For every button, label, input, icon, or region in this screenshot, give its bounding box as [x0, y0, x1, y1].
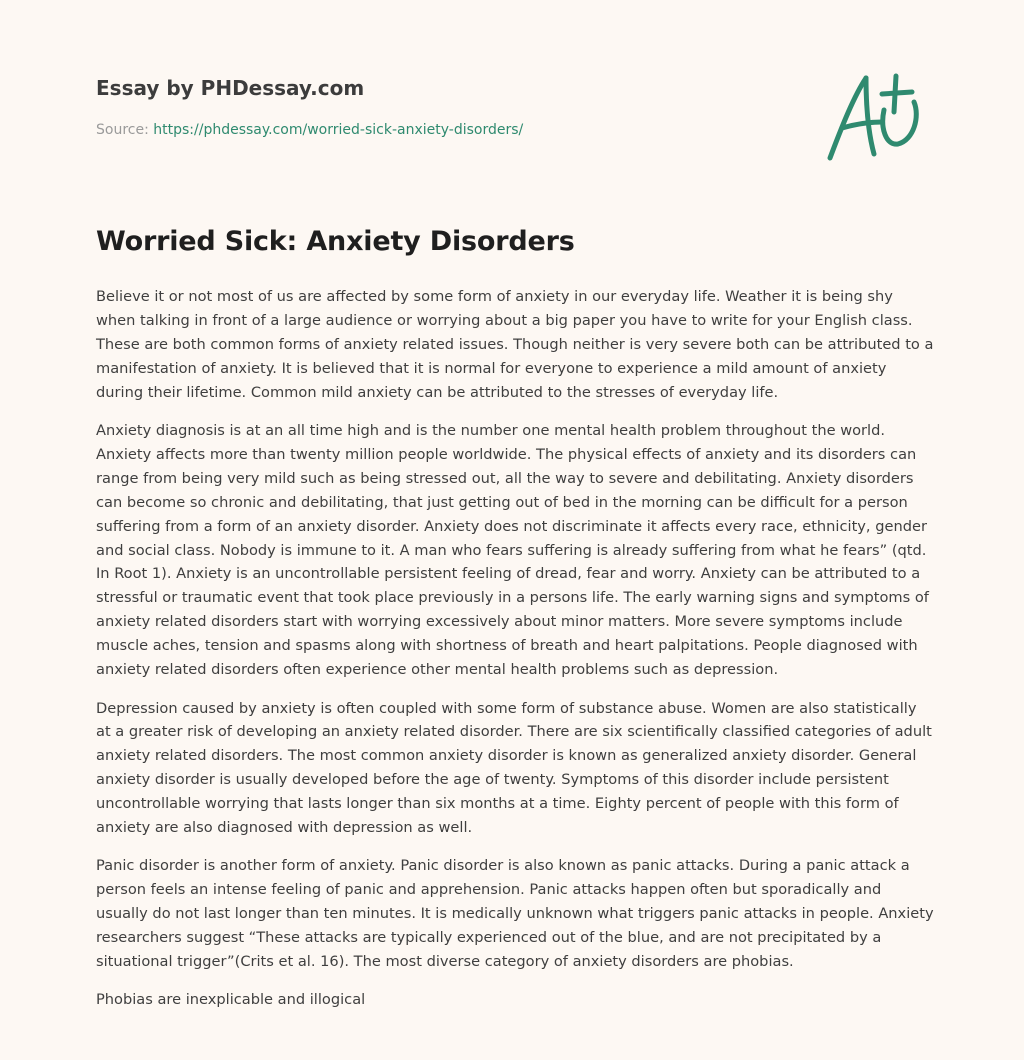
site-brand: Essay by PHDessay.com [96, 76, 365, 100]
a-plus-logo-icon [822, 66, 932, 166]
essay-title: Worried Sick: Anxiety Disorders [96, 226, 575, 257]
essay-body [96, 285, 934, 1027]
page-header [96, 76, 523, 138]
essay-paragraph: Anxiety diagnosis is at an all time high and is the number one mental health problem throughout the world. Anxiety affects more than twenty million people worldwide. The physical effects of anxiety and its disorders can range from being very mild such as being stressed out, all the way to severe and debilitating. Anxiety disorders can become so chronic and debilitating, that just getting out of bed in the morning can be difficult for a person suffering from a form of an anxiety disorder. Anxiety does not discriminate it affects every race, ethnicity, gender and social class. Nobody is immune to it. A man who fears suffering is already suffering from what he fears” (qtd. In Root 1). Anxiety is an uncontrollable persistent feeling of dread, fear and worry. Anxiety can be attributed to a stressful or traumatic event that took place previously in a persons life. The early warning signs and symptoms of anxiety related disorders start with worrying excessively about minor matters. More severe symptoms include muscle aches, tension and spasms along with shortness of breath and heart palpitations. People diagnosed with anxiety related disorders often experience other mental health problems such as depression. [96, 422, 929, 679]
source-link[interactable]: https://phdessay.com/worried-sick-anxiety-disorders/ [153, 122, 524, 138]
essay-paragraph: Phobias are inexplicable and illogical [96, 991, 366, 1009]
source-label: Source: [96, 122, 149, 138]
essay-paragraph: Believe it or not most of us are affected by some form of anxiety in our everyday life. Weather it is being shy when talking in front of a large audience or worrying about a big paper you have to write for your English class. These are both common forms of anxiety related issues. Though neither is very severe both can be attributed to a manifestation of anxiety. It is believed that it is normal for everyone to experience a mild amount of anxiety during their lifetime. Common mild anxiety can be attributed to the stresses of everyday life. [96, 288, 934, 401]
essay-paragraph: Depression caused by anxiety is often coupled with some form of substance abuse. Women are also statistically at a greater risk of developing an anxiety related disorder. There are six scientifically classified categories of adult anxiety related disorders. The most common anxiety disorder is known as generalized anxiety disorder. General anxiety disorder is usually developed before the age of twenty. Symptoms of this disorder include persistent uncontrollable worrying that lasts longer than six months at a time. Eighty percent of people with this form of anxiety are also diagnosed with depression as well. [96, 699, 932, 837]
source-line [96, 122, 523, 138]
essay-paragraph: Panic disorder is another form of anxiety. Panic disorder is also known as panic attacks. During a panic attack a person feels an intense feeling of panic and apprehension. Panic attacks happen often but sporadically and usually do not last longer than ten minutes. It is medically unknown what triggers panic attacks in people. Anxiety researchers suggest “These attacks are typically experienced out of the blue, and are not precipitated by a situational trigger”(Crits et al. 16). The most diverse category of anxiety disorders are phobias. [96, 857, 934, 971]
